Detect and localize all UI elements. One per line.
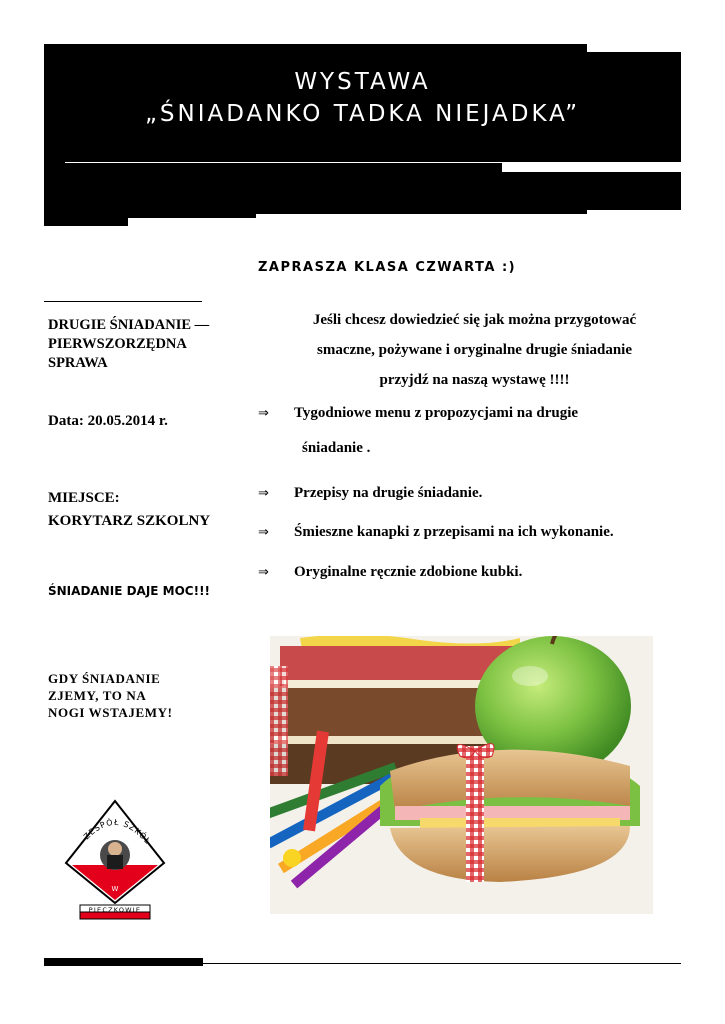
breakfast-photo: [270, 636, 653, 914]
arrow-icon: ⇒: [258, 486, 269, 501]
header-banner-block: [502, 172, 681, 210]
place-label: MIEJSCE:: [48, 490, 120, 506]
arrow-icon: ⇒: [258, 565, 269, 580]
school-emblem: [60, 795, 170, 925]
event-place: [48, 487, 210, 533]
header-rule: [65, 162, 502, 163]
logo-arc-text: ZESPÓŁ SZKÓŁ: [81, 817, 153, 846]
rhyme-line: GDY ŚNIADANIE: [48, 671, 161, 686]
breakfast-illustration: [270, 636, 653, 914]
list-item-text: Tygodniowe menu z propozycjami na drugie: [294, 405, 579, 421]
book: [270, 688, 510, 743]
rhyme-line: NOGI WSTAJEMY!: [48, 705, 173, 720]
rhyme: [48, 670, 173, 721]
gingham-ribbon: [466, 746, 484, 882]
place-value: KORYTARZ SZKOLNY: [48, 513, 211, 529]
power-slogan: ŚNIADANIE DAJE MOC!!!: [48, 584, 211, 598]
title-line-2: „ŚNIADANKO TADKA NIEJADKA”: [145, 101, 580, 127]
invite-heading: ZAPRASZA KLASA CZWARTA :): [258, 260, 517, 275]
header-banner-block: [44, 214, 128, 226]
logo-letter: W: [111, 885, 119, 893]
list-item: [258, 562, 522, 583]
arrow-icon: ⇒: [258, 525, 269, 540]
intro-line: przyjdź na naszą wystawę !!!!: [379, 372, 570, 388]
logo-town: PIECZKOWIE: [88, 906, 142, 914]
footer-bar: [44, 958, 203, 966]
list-item-text: Przepisy na drugie śniadanie.: [294, 485, 483, 501]
list-item: [258, 522, 614, 543]
list-item-text: Śmieszne kanapki z przepisami na ich wykonanie.: [294, 524, 614, 540]
intro-line: smaczne, pożywane i oryginalne drugie śniadanie: [316, 342, 632, 358]
header-gap: [502, 162, 681, 172]
school-logo: [60, 795, 170, 925]
list-item: [258, 403, 578, 424]
title-line-1: WYSTAWA: [294, 69, 431, 95]
left-divider: [44, 301, 202, 302]
ham: [395, 806, 630, 820]
footer-line: [203, 963, 681, 964]
page-title: [44, 66, 681, 130]
list-item-continuation: śniadanie .: [302, 440, 371, 456]
list-item: [258, 483, 482, 504]
intro-line: Jeśli chcesz dowiedzieć się jak można przygotować: [312, 312, 637, 328]
slogan: DRUGIE ŚNIADANIE — PIERWSZORZĘDNA SPRAWA: [48, 317, 210, 371]
event-date: Data: 20.05.2014 r.: [48, 413, 168, 429]
arrow-icon: ⇒: [258, 406, 269, 421]
rhyme-line: ZJEMY, TO NA: [48, 688, 147, 703]
intro-text: [262, 305, 687, 395]
list-item-text: Oryginalne ręcznie zdobione kubki.: [294, 564, 523, 580]
